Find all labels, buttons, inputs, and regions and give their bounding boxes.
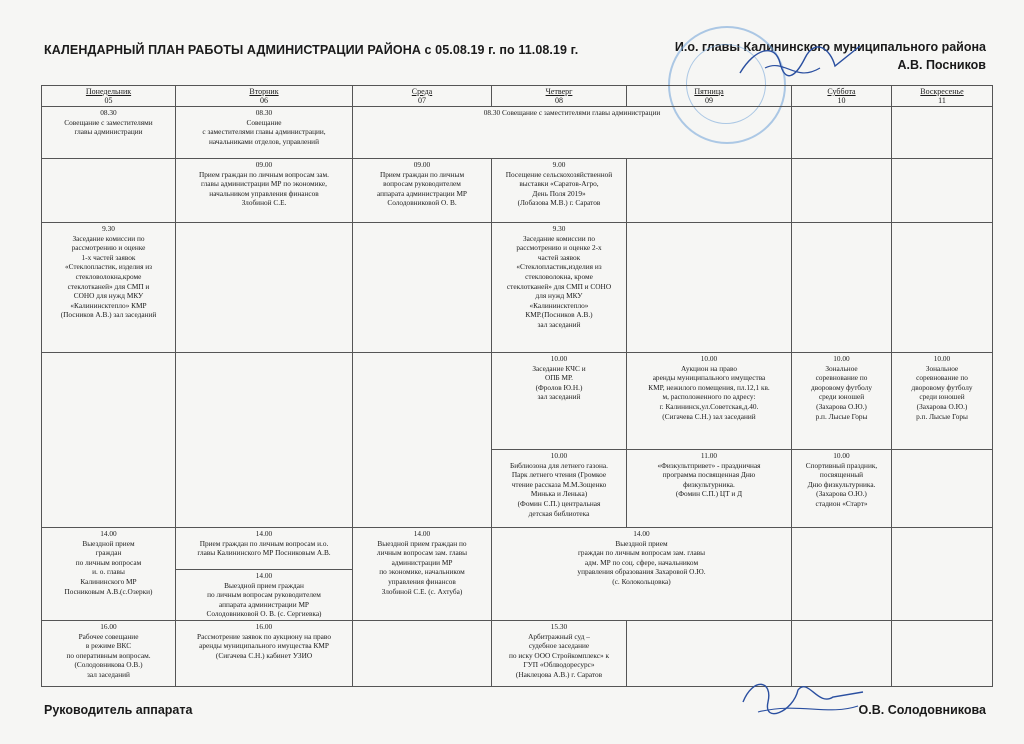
event-cell: 16.00 Рассмотрение заявок по аукциону на право аренды муниципального имущества КМР (Сигачева С.Н.) кабинет УЗИО (176, 620, 353, 686)
empty-cell (892, 107, 993, 159)
approver-position: И.о. главы Калининского муниципального района (674, 40, 986, 54)
document-title: КАЛЕНДАРНЫЙ ПЛАН РАБОТЫ АДМИНИСТРАЦИИ РАЙОНА с 05.08.19 г. по 11.08.19 г. (44, 43, 579, 57)
empty-cell (892, 223, 993, 353)
empty-cell (42, 353, 176, 528)
empty-cell (792, 159, 892, 223)
event-cell: 08.30 Совещание с заместителями главы администрации, начальниками отделов, управлений (176, 107, 353, 159)
table-row (42, 528, 993, 570)
empty-cell (353, 223, 492, 353)
empty-cell (627, 223, 792, 353)
event-cell: 15.30 Арбитражный суд – судебное заседание по иску ООО Стройкомплекс» к ГУП «Облводоресурс» (Наклецова А.В.) г. Саратов (492, 620, 627, 686)
event-cell: 09.00 Прием граждан по личным вопросам руководителем аппарата администрации МР Солодовниковой О. В. (353, 159, 492, 223)
empty-cell (792, 528, 892, 621)
day-header: Вторник 06 (176, 86, 353, 107)
empty-cell (892, 620, 993, 686)
day-header: Воскресенье 11 (892, 86, 993, 107)
day-header: Пятница 09 (627, 86, 792, 107)
day-header: Четверг 08 (492, 86, 627, 107)
empty-cell (176, 353, 353, 528)
schedule-table (41, 85, 993, 687)
event-cell: 14.00 Выездной прием граждан по личным вопросам зам. главы адм. МР по соц. сфере, начальником управления образования Захаровой О.Ю. (с. Колокольцовка) (492, 528, 792, 621)
event-cell: 14.00 Выездной прием граждан по личным вопросам зам. главы администрации МР по экономике, начальником управления финансов Злобиной С.Е. (с. Ахтуба) (353, 528, 492, 621)
event-cell: 10.00 Зональное соревнование по дворовому футболу среди юношей (Захарова О.Ю.) р.п. Лысые Горы (892, 353, 993, 450)
event-cell: 9.30 Заседание комиссии по рассмотрению и оценке 1-х частей заявок «Стеклопластик, изделия из стекловолокна,кроме стеклотканей» для СМП и СОНО для нужд МКУ «Калининсктепло» КМР (Посников А.В.) зал заседаний (42, 223, 176, 353)
approver-name: А.В. Посников (897, 58, 986, 72)
event-cell: 9.30 Заседание комиссии по рассмотрению и оценке 2-х частей заявок «Стеклопластик,изделия из стекловолокна, кроме стеклотканей» для СМП и СОНО для нужд МКУ «Калининсктепло» КМР.(Посников А.В.) зал заседаний (492, 223, 627, 353)
empty-cell (892, 450, 993, 528)
empty-cell (176, 223, 353, 353)
event-cell: 10.00 Заседание КЧС и ОПБ МР. (Фролов Ю.Н.) зал заседаний (492, 353, 627, 450)
footer-name: О.В. Солодовникова (858, 703, 986, 717)
signature-head (738, 672, 868, 722)
event-cell: 9.00 Посещение сельскохозяйственной выставки «Саратов-Агро, День Поля 2019» (Лобазова М.В.) г. Саратов (492, 159, 627, 223)
day-header: Среда 07 (353, 86, 492, 107)
event-cell: 10.00 Библиозона для летнего газона. Парк летнего чтения (Громкое чтение рассказа М.М.Зощенко Минька и Ленька) (Фомин С.П.) центральная детская библиотека (492, 450, 627, 528)
event-cell: 10.00 Аукцион на право аренды муниципального имущества КМР, нежилого помещения, пл.12,1 кв. м, расположенного по адресу: г. Калининск,ул.Советская,д.40. (Сигачева С.Н.) зал заседаний (627, 353, 792, 450)
empty-cell (792, 223, 892, 353)
event-cell: 08.30 Совещание с заместителями главы администрации (42, 107, 176, 159)
empty-cell (792, 107, 892, 159)
empty-cell (353, 353, 492, 528)
event-cell: 11.00 «Физкультпривет» - праздничная программа посвященная Дню физкультурника. (Фомин С.П.) ЦТ и Д (627, 450, 792, 528)
event-cell: 16.00 Рабочее совещание в режиме ВКС по оперативным вопросам. (Солодовникова О.В.) зал заседаний (42, 620, 176, 686)
table-row (42, 107, 993, 159)
event-cell: 10.00 Зональное соревнование по дворовому футболу среди юношей (Захарова О.Ю.) р.п. Лысые Горы (792, 353, 892, 450)
event-cell: 08.30 Совещание с заместителями главы администрации (353, 107, 792, 159)
empty-cell (42, 159, 176, 223)
event-cell: 14.00 Выездной прием граждан по личным вопросам руководителем аппарата администрации МР Солодовниковой О. В. (с. Сергиевка) (176, 570, 353, 621)
day-header: Понедельник 05 (42, 86, 176, 107)
table-row (42, 159, 993, 223)
event-cell: 10.00 Спортивный праздник, посвященный Дню физкультурника. (Захарова О.Ю.) стадион «Старт» (792, 450, 892, 528)
event-cell: 14.00 Прием граждан по личным вопросам и.о. главы Калининского МР Посниковым А.В. (176, 528, 353, 570)
signature-approver (735, 38, 865, 88)
footer-position: Руководитель аппарата (44, 703, 193, 717)
table-row (42, 353, 993, 450)
empty-cell (353, 620, 492, 686)
empty-cell (892, 528, 993, 621)
empty-cell (627, 159, 792, 223)
empty-cell (892, 159, 993, 223)
event-cell: 09.00 Прием граждан по личным вопросам зам. главы администрации МР по экономике, начальником управления финансов Злобиной С.Е. (176, 159, 353, 223)
event-cell: 14.00 Выездной прием граждан по личным вопросам и. о. главы Калининского МР Посниковым А.В.(с.Озерки) (42, 528, 176, 621)
table-row (42, 223, 993, 353)
table-header-row (42, 86, 993, 107)
day-header: Суббота 10 (792, 86, 892, 107)
